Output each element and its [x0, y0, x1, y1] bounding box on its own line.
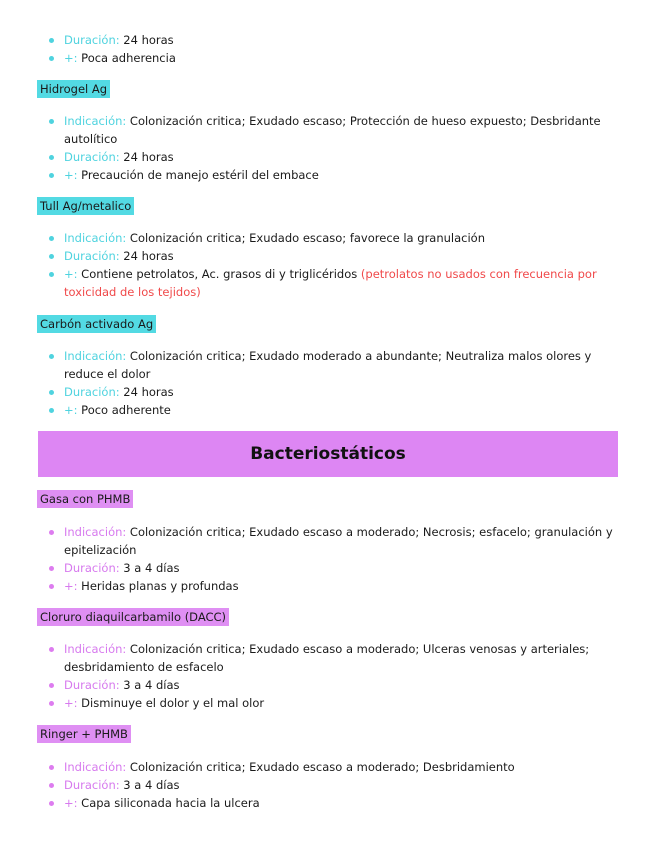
- section-tag-carbon: Carbón activado Ag: [37, 315, 156, 333]
- list-item: [48, 776, 616, 794]
- indication-value: Colonización critica; Exudado escaso a moderado; Desbridamiento: [129, 760, 515, 774]
- list-item: [48, 794, 616, 812]
- plus-value: Contiene petrolatos, Ac. grasos di y triglicéridos: [81, 267, 358, 281]
- plus-label: +:: [64, 168, 78, 182]
- list-item: [48, 265, 616, 301]
- list-item: [48, 694, 616, 712]
- list-item: [48, 758, 616, 776]
- list-item: [48, 247, 616, 265]
- duration-value: 3 a 4 días: [123, 778, 180, 792]
- plus-value: Poco adherente: [81, 403, 171, 417]
- list-item: [48, 166, 616, 184]
- plus-label: +:: [64, 696, 78, 710]
- list-item: [48, 401, 616, 419]
- list-item: [48, 676, 616, 694]
- list-item: [48, 523, 616, 559]
- section-tag-hidrogel: Hidrogel Ag: [37, 80, 110, 98]
- duration-value: 24 horas: [123, 249, 174, 263]
- indication-value: Colonización critica; Exudado escaso a moderado; Ulceras venosas y arteriales; desbridamiento de esfacelo: [64, 642, 590, 674]
- plus-label: +:: [64, 267, 78, 281]
- tull-list: [48, 229, 616, 301]
- section-tag-ringer: Ringer + PHMB: [37, 725, 131, 743]
- duration-label: Duración:: [64, 678, 120, 692]
- indication-label: Indicación:: [64, 760, 127, 774]
- gasa-list: [48, 523, 616, 595]
- list-item: [48, 577, 616, 595]
- plus-value: Precaución de manejo estéril del embace: [81, 168, 319, 182]
- duration-value: 24 horas: [123, 33, 174, 47]
- indication-label: Indicación:: [64, 349, 127, 363]
- warning-note: (petrolatos no usados con frecuencia por toxicidad de los tejidos): [64, 267, 597, 299]
- duration-label: Duración:: [64, 33, 120, 47]
- list-item: [48, 559, 616, 577]
- indication-value: Colonización critica; Exudado moderado a abundante; Neutraliza malos olores y reduce el dolor: [64, 349, 592, 381]
- indication-label: Indicación:: [64, 231, 127, 245]
- duration-label: Duración:: [64, 778, 120, 792]
- duration-value: 3 a 4 días: [123, 561, 180, 575]
- dacc-list: [48, 640, 616, 712]
- section-tag-gasa: Gasa con PHMB: [37, 490, 133, 508]
- duration-label: Duración:: [64, 249, 120, 263]
- plus-value: Disminuye el dolor y el mal olor: [81, 696, 265, 710]
- duration-label: Duración:: [64, 561, 120, 575]
- indication-label: Indicación:: [64, 114, 127, 128]
- plus-label: +:: [64, 579, 78, 593]
- carbon-list: [48, 347, 616, 419]
- list-item: [48, 148, 616, 166]
- duration-value: 24 horas: [123, 385, 174, 399]
- ringer-list: [48, 758, 616, 812]
- plus-label: +:: [64, 51, 78, 65]
- list-item: [48, 31, 616, 49]
- hidrogel-list: [48, 112, 616, 184]
- section-tag-dacc: Cloruro diaquilcarbamilo (DACC): [37, 608, 229, 626]
- indication-label: Indicación:: [64, 525, 127, 539]
- list-item: [48, 347, 616, 383]
- plus-value: Poca adherencia: [81, 51, 176, 65]
- indication-value: Colonización critica; Exudado escaso; Protección de hueso expuesto; Desbridante autolítico: [64, 114, 601, 146]
- plus-label: +:: [64, 403, 78, 417]
- duration-label: Duración:: [64, 150, 120, 164]
- list-item: [48, 112, 616, 148]
- section-tag-tull: Tull Ag/metalico: [37, 197, 134, 215]
- plus-value: Heridas planas y profundas: [81, 579, 239, 593]
- indication-value: Colonización critica; Exudado escaso a moderado; Necrosis; esfacelo; granulación y epitelización: [64, 525, 613, 557]
- plus-label: +:: [64, 796, 78, 810]
- list-item: [48, 49, 616, 67]
- list-item: [48, 640, 616, 676]
- list-item: [48, 229, 616, 247]
- duration-value: 3 a 4 días: [123, 678, 180, 692]
- indication-label: Indicación:: [64, 642, 127, 656]
- section-heading-bacteriostaticos: Bacteriostáticos: [38, 431, 618, 477]
- plus-value: Capa siliconada hacia la ulcera: [81, 796, 260, 810]
- indication-value: Colonización critica; Exudado escaso; favorece la granulación: [129, 231, 486, 245]
- list-item: [48, 383, 616, 401]
- duration-label: Duración:: [64, 385, 120, 399]
- top-list: [48, 31, 616, 67]
- duration-value: 24 horas: [123, 150, 174, 164]
